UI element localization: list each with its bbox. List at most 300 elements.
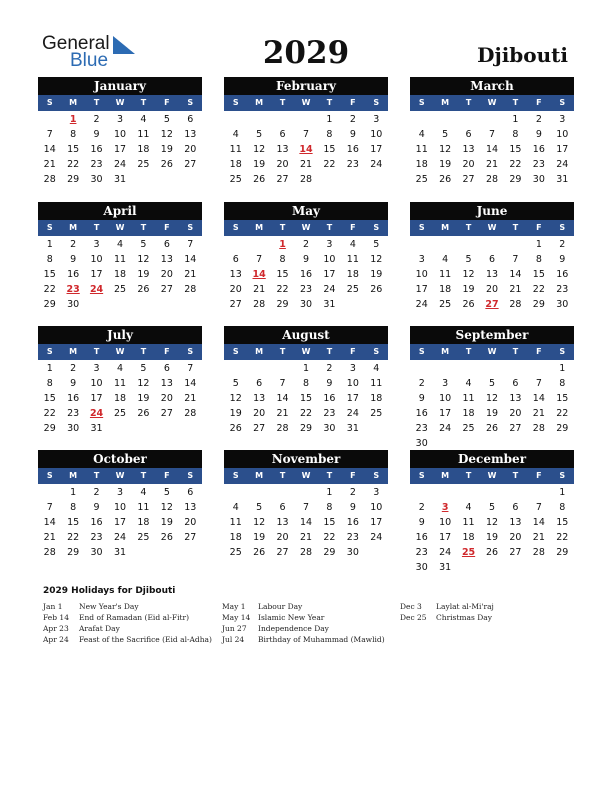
day-cell: 9 (93, 502, 100, 513)
weekday-label: T (279, 347, 286, 356)
holiday-date: Dec 3 (400, 602, 422, 611)
day-cell: 23 (415, 423, 428, 434)
month-october (38, 450, 202, 560)
weekday-label: F (350, 223, 356, 232)
day-cell: 10 (90, 254, 103, 265)
day-cell: 1 (70, 487, 77, 498)
day-cell: 5 (256, 129, 263, 140)
day-cell: 1 (326, 114, 333, 125)
month-title: February (224, 77, 388, 95)
day-cell: 17 (370, 144, 383, 155)
day-cell: 22 (67, 532, 80, 543)
day-cell: 28 (184, 284, 197, 295)
day-cell: 12 (485, 517, 499, 528)
holiday-row (400, 612, 494, 623)
day-cell: 14 (276, 393, 289, 404)
weekday-header (224, 344, 388, 360)
weekday-label: S (418, 471, 425, 480)
day-cell (527, 361, 550, 376)
day-cell (365, 297, 388, 312)
day-cell: 4 (232, 502, 239, 513)
day-grid (410, 361, 574, 451)
weekday-label: S (46, 471, 53, 480)
day-cell: 10 (370, 129, 383, 140)
day-cell: 23 (67, 408, 80, 419)
day-cell: 20 (485, 284, 499, 295)
day-cell: 31 (90, 423, 103, 434)
weekday-label: M (255, 223, 264, 232)
day-cell: 3 (349, 363, 356, 374)
day-cell (224, 485, 247, 500)
day-cell: 12 (253, 144, 266, 155)
day-cell: 22 (323, 159, 336, 170)
day-cell: 30 (415, 438, 428, 449)
day-cell: 25 (439, 299, 452, 310)
day-cell: 28 (532, 423, 545, 434)
day-cell: 5 (488, 378, 496, 389)
weekday-label: S (418, 98, 425, 107)
day-cell: 4 (465, 378, 472, 389)
day-cell: 18 (137, 144, 150, 155)
day-cell: 3 (93, 363, 100, 374)
day-cell: 1 (512, 114, 519, 125)
day-cell (247, 237, 270, 252)
day-cell: 24 (323, 284, 336, 295)
day-cell: 12 (229, 393, 242, 404)
holiday-day-cell: 24 (89, 408, 104, 419)
day-cell: 1 (559, 487, 566, 498)
weekday-label: T (512, 471, 519, 480)
weekday-label: T (140, 347, 147, 356)
day-cell: 2 (70, 239, 77, 250)
day-cell: 17 (439, 408, 452, 419)
day-cell (457, 436, 480, 451)
day-cell: 18 (113, 393, 127, 404)
day-cell: 13 (276, 517, 289, 528)
month-title: May (224, 202, 388, 220)
holiday-day-cell: 1 (279, 239, 286, 250)
holiday-date: Dec 25 (400, 613, 427, 622)
day-cell (132, 545, 155, 560)
holiday-date: May 1 (222, 602, 246, 611)
day-cell: 13 (184, 502, 197, 513)
day-cell: 10 (439, 517, 452, 528)
day-cell: 25 (370, 408, 383, 419)
day-cell: 10 (323, 254, 336, 265)
day-cell (480, 112, 503, 127)
day-cell: 17 (439, 532, 452, 543)
weekday-label: T (93, 347, 100, 356)
day-cell: 16 (90, 517, 103, 528)
day-cell (294, 112, 317, 127)
day-cell (457, 361, 480, 376)
weekday-label: F (350, 98, 356, 107)
day-cell: 27 (253, 423, 266, 434)
weekday-label: T (140, 98, 147, 107)
weekday-header (38, 95, 202, 111)
day-cell: 10 (113, 129, 127, 140)
day-cell: 27 (229, 299, 242, 310)
day-cell: 8 (46, 254, 53, 265)
holiday-date: Jan 1 (43, 602, 63, 611)
day-cell: 28 (184, 408, 197, 419)
day-cell: 11 (415, 144, 428, 155)
day-cell: 28 (485, 174, 499, 185)
month-november (224, 450, 388, 560)
day-cell: 30 (556, 299, 569, 310)
day-cell (108, 297, 131, 312)
day-cell (457, 560, 480, 575)
day-cell: 13 (184, 129, 197, 140)
weekday-label: M (441, 223, 450, 232)
day-cell (410, 361, 433, 376)
day-cell (433, 237, 456, 252)
day-cell: 13 (509, 517, 522, 528)
day-cell: 24 (370, 532, 383, 543)
weekday-header (224, 220, 388, 236)
day-cell (155, 421, 178, 436)
day-cell (365, 421, 388, 436)
day-cell: 27 (184, 532, 197, 543)
day-cell: 8 (559, 502, 566, 513)
day-cell: 7 (488, 129, 496, 140)
day-cell: 28 (532, 547, 545, 558)
weekday-label: F (536, 347, 542, 356)
day-cell (132, 172, 155, 187)
day-cell: 4 (442, 254, 449, 265)
day-cell: 8 (279, 254, 286, 265)
day-cell: 13 (485, 269, 499, 280)
day-cell: 20 (160, 269, 173, 280)
holiday-row (43, 634, 212, 645)
day-cell: 2 (418, 378, 425, 389)
day-cell: 12 (485, 393, 499, 404)
day-cell: 18 (370, 393, 383, 404)
day-cell: 7 (46, 502, 53, 513)
holiday-name: Independence Day (258, 624, 329, 633)
holiday-date: May 14 (222, 613, 251, 622)
weekday-label: S (46, 347, 53, 356)
holiday-row (222, 612, 385, 623)
day-cell: 21 (253, 284, 266, 295)
day-cell: 29 (43, 299, 56, 310)
month-title: December (410, 450, 574, 468)
weekday-label: S (373, 223, 380, 232)
weekday-label: S (232, 223, 239, 232)
day-cell: 12 (462, 269, 475, 280)
day-cell: 26 (137, 408, 150, 419)
day-cell: 18 (229, 159, 242, 170)
day-cell: 8 (302, 378, 310, 389)
day-cell (318, 172, 341, 187)
day-cell: 20 (509, 408, 522, 419)
day-cell: 26 (370, 284, 383, 295)
day-cell (271, 112, 294, 127)
day-cell: 27 (509, 423, 522, 434)
holiday-name: Feast of the Sacrifice (Eid al-Adha) (79, 635, 212, 644)
day-cell (480, 485, 503, 500)
holiday-column (43, 601, 212, 645)
holiday-day-cell: 3 (441, 502, 449, 513)
day-cell: 31 (439, 562, 452, 573)
day-cell: 27 (184, 159, 197, 170)
day-cell: 2 (349, 114, 356, 125)
month-title: June (410, 202, 574, 220)
day-cell: 6 (187, 114, 194, 125)
day-cell: 5 (442, 129, 449, 140)
day-cell (179, 172, 202, 187)
day-cell: 5 (163, 114, 170, 125)
day-grid (410, 485, 574, 575)
day-cell: 3 (442, 378, 449, 389)
day-cell: 7 (302, 129, 310, 140)
day-cell: 9 (559, 254, 566, 265)
weekday-label: S (187, 98, 194, 107)
country-title: Djibouti (477, 43, 568, 67)
day-cell: 29 (556, 423, 569, 434)
weekday-label: T (465, 223, 472, 232)
weekday-label: W (115, 223, 125, 232)
day-cell: 2 (70, 363, 77, 374)
day-cell: 25 (229, 547, 242, 558)
weekday-label: S (187, 223, 194, 232)
day-cell: 5 (163, 487, 170, 498)
day-cell: 4 (465, 502, 472, 513)
day-cell: 13 (253, 393, 266, 404)
day-cell: 14 (485, 144, 499, 155)
day-cell: 24 (439, 547, 452, 558)
day-cell: 13 (276, 144, 289, 155)
day-cell: 24 (439, 423, 452, 434)
day-cell (433, 436, 456, 451)
day-cell: 22 (299, 408, 313, 419)
day-cell: 22 (532, 284, 545, 295)
day-cell: 8 (326, 502, 333, 513)
day-cell: 19 (229, 408, 242, 419)
weekday-label: W (487, 98, 497, 107)
day-cell: 10 (556, 129, 569, 140)
day-cell: 3 (116, 114, 124, 125)
day-cell: 11 (113, 254, 127, 265)
month-title: November (224, 450, 388, 468)
day-cell: 11 (462, 393, 475, 404)
day-cell: 29 (509, 174, 522, 185)
weekday-label: S (373, 98, 380, 107)
day-cell: 31 (113, 547, 127, 558)
weekday-label: M (69, 347, 78, 356)
holiday-name: End of Ramadan (Eid al-Fitr) (79, 613, 190, 622)
day-cell: 30 (67, 299, 80, 310)
day-cell (433, 361, 456, 376)
holiday-date: Jul 24 (222, 635, 245, 644)
day-cell: 16 (323, 393, 336, 404)
holiday-row (222, 601, 385, 612)
day-cell: 18 (462, 408, 475, 419)
day-cell: 16 (556, 269, 569, 280)
day-cell: 28 (43, 547, 56, 558)
day-cell: 5 (232, 378, 239, 389)
day-cell: 19 (370, 269, 383, 280)
day-cell: 5 (140, 239, 147, 250)
day-cell: 25 (229, 174, 242, 185)
day-cell: 14 (43, 144, 56, 155)
day-cell: 16 (90, 144, 103, 155)
weekday-label: M (441, 98, 450, 107)
weekday-header (224, 95, 388, 111)
day-cell: 23 (90, 532, 103, 543)
day-cell: 30 (323, 423, 336, 434)
day-cell: 4 (116, 363, 124, 374)
day-cell: 24 (556, 159, 569, 170)
day-cell (504, 361, 527, 376)
weekday-label: F (350, 347, 356, 356)
day-cell: 11 (370, 378, 383, 389)
day-cell: 21 (532, 532, 545, 543)
day-cell: 15 (556, 517, 569, 528)
day-cell: 28 (43, 174, 56, 185)
day-cell: 18 (113, 269, 127, 280)
holiday-date: Apr 23 (43, 624, 69, 633)
day-cell: 25 (137, 159, 150, 170)
day-cell: 21 (532, 408, 545, 419)
day-cell: 9 (93, 129, 100, 140)
day-cell: 26 (485, 547, 499, 558)
weekday-label: S (559, 98, 566, 107)
weekday-label: S (46, 98, 53, 107)
day-cell: 23 (346, 159, 359, 170)
day-grid (38, 112, 202, 187)
weekday-label: S (373, 347, 380, 356)
day-cell: 23 (90, 159, 103, 170)
weekday-label: F (164, 347, 170, 356)
day-cell: 26 (439, 174, 452, 185)
day-cell: 23 (346, 532, 359, 543)
day-grid (38, 485, 202, 560)
day-cell: 23 (556, 284, 569, 295)
weekday-label: T (326, 223, 333, 232)
day-cell: 18 (439, 284, 452, 295)
day-cell: 16 (67, 393, 80, 404)
day-cell (410, 237, 433, 252)
day-cell: 17 (113, 144, 127, 155)
holiday-name: Birthday of Muhammad (Mawlid) (258, 635, 385, 644)
weekday-label: W (487, 223, 497, 232)
day-cell (457, 112, 480, 127)
holiday-date: Jun 27 (222, 624, 247, 633)
day-cell: 16 (346, 517, 359, 528)
month-title: September (410, 326, 574, 344)
day-cell (224, 112, 247, 127)
day-cell (527, 485, 550, 500)
day-cell: 21 (299, 159, 313, 170)
day-cell: 18 (229, 532, 242, 543)
day-cell: 23 (532, 159, 545, 170)
day-cell: 15 (509, 144, 522, 155)
day-cell: 4 (418, 129, 425, 140)
day-cell: 4 (140, 114, 147, 125)
day-cell: 11 (439, 269, 452, 280)
day-cell: 13 (509, 393, 522, 404)
day-cell: 9 (70, 254, 77, 265)
holiday-row (43, 623, 212, 634)
day-cell: 14 (299, 517, 313, 528)
day-grid (224, 485, 388, 560)
holiday-row (43, 601, 212, 612)
day-cell (247, 361, 270, 376)
day-cell (480, 436, 503, 451)
day-cell: 6 (279, 502, 286, 513)
day-cell: 19 (137, 269, 150, 280)
holiday-day-cell: 14 (299, 144, 313, 155)
day-cell: 10 (346, 378, 359, 389)
holiday-day-cell: 14 (252, 269, 266, 280)
day-cell: 22 (276, 284, 289, 295)
weekday-label: S (559, 223, 566, 232)
day-cell (38, 485, 61, 500)
holidays-title: 2029 Holidays for Djibouti (43, 586, 176, 596)
day-cell: 24 (415, 299, 428, 310)
day-cell: 29 (323, 547, 336, 558)
day-cell: 27 (509, 547, 522, 558)
day-cell: 19 (137, 393, 150, 404)
day-cell: 30 (346, 547, 359, 558)
day-cell: 5 (373, 239, 380, 250)
day-cell: 21 (509, 284, 522, 295)
weekday-header (38, 344, 202, 360)
day-cell (551, 560, 574, 575)
day-cell (132, 297, 155, 312)
day-cell: 17 (323, 269, 336, 280)
day-cell: 9 (535, 129, 542, 140)
day-cell: 17 (90, 269, 103, 280)
day-cell: 6 (256, 378, 263, 389)
day-cell: 10 (90, 378, 103, 389)
weekday-header (224, 468, 388, 484)
day-cell: 19 (160, 517, 173, 528)
day-cell (155, 545, 178, 560)
day-cell: 25 (462, 423, 475, 434)
holiday-name: Labour Day (258, 602, 303, 611)
month-march (410, 77, 574, 187)
day-cell (504, 485, 527, 500)
day-cell: 22 (556, 532, 569, 543)
day-cell: 5 (140, 363, 147, 374)
day-cell: 26 (485, 423, 499, 434)
weekday-header (410, 220, 574, 236)
day-cell: 9 (418, 517, 425, 528)
day-cell: 12 (160, 129, 173, 140)
weekday-label: F (350, 471, 356, 480)
day-cell (527, 436, 550, 451)
holiday-day-cell: 24 (89, 284, 104, 295)
weekday-label: F (536, 223, 542, 232)
weekday-label: M (69, 98, 78, 107)
day-cell: 20 (184, 144, 197, 155)
day-cell (480, 361, 503, 376)
day-cell: 21 (485, 159, 499, 170)
day-cell (410, 485, 433, 500)
day-cell (433, 485, 456, 500)
day-cell: 26 (160, 159, 173, 170)
day-cell: 18 (137, 517, 150, 528)
day-cell: 6 (512, 502, 519, 513)
holiday-row (400, 601, 494, 612)
day-cell: 31 (346, 423, 359, 434)
weekday-label: S (187, 471, 194, 480)
day-cell (551, 436, 574, 451)
month-title: July (38, 326, 202, 344)
holiday-row (43, 612, 212, 623)
